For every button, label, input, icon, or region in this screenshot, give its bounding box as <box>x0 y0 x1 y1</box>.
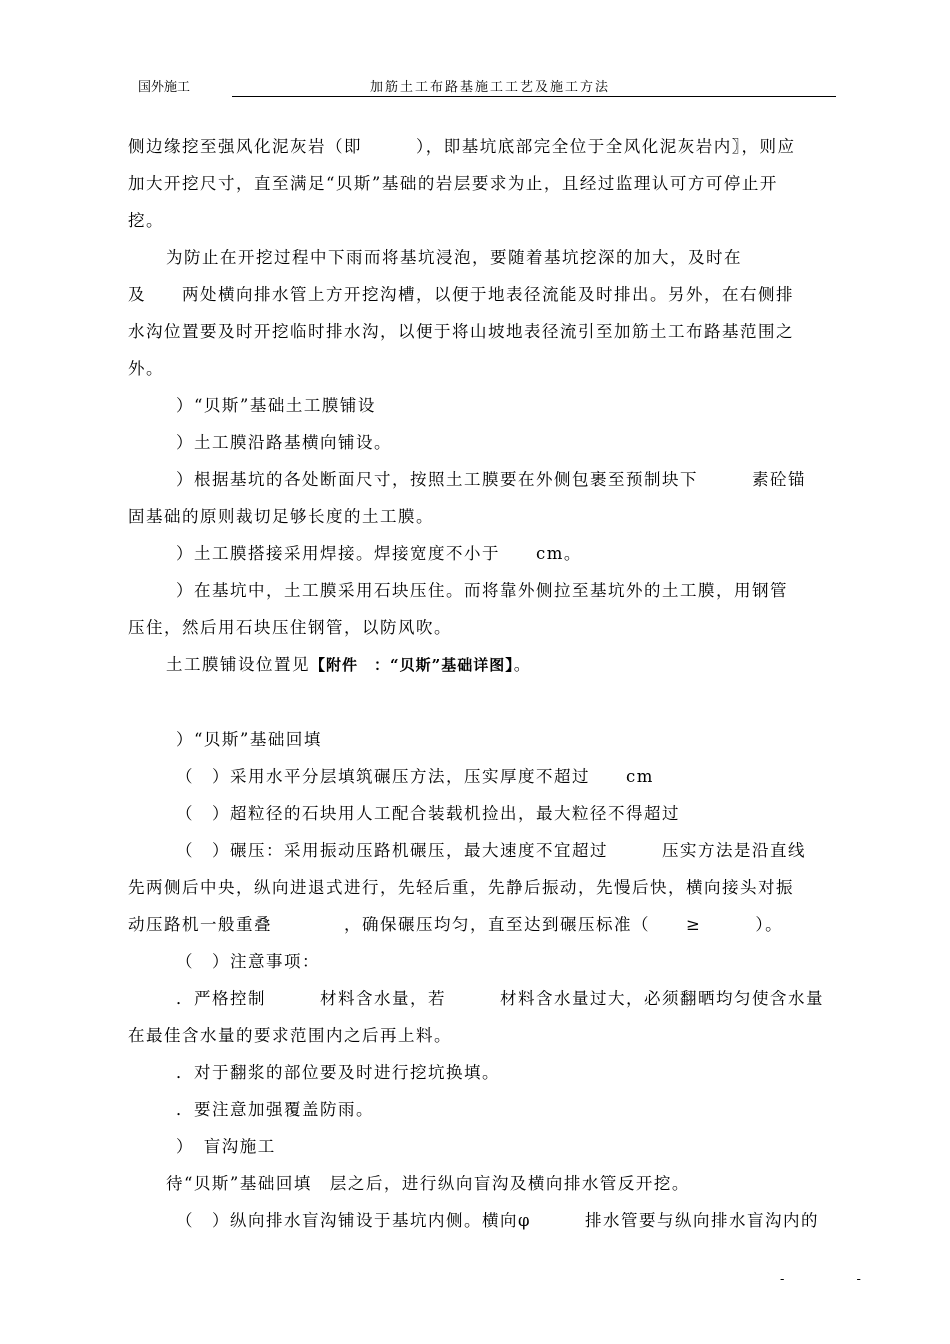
text-line: ）“贝斯”基础土工膜铺设 <box>176 396 376 415</box>
text-line: ） 盲沟施工 <box>176 1137 276 1156</box>
text-line: ．严格控制 材料含水量，若 材料含水量过大，必须翻晒均匀使含水量 <box>176 989 824 1008</box>
document-body <box>128 128 834 1239</box>
text-line: ．要注意加强覆盖防雨。 <box>176 1100 374 1119</box>
text-line: 固基础的原则裁切足够长度的土工膜。 <box>128 507 434 526</box>
text-line: （ ）采用水平分层填筑碾压方法，压实厚度不超过 cm <box>176 767 654 786</box>
text-line: ）土工膜搭接采用焊接。焊接宽度不小于 cm。 <box>176 544 582 563</box>
page-footer: - - <box>780 1272 895 1287</box>
text-line: ）根据基坑的各处断面尺寸，按照土工膜要在外侧包裹至预制块下 素砼锚 <box>176 470 806 489</box>
text-line: 先两侧后中央，纵向进退式进行，先轻后重，先静后振动，先慢后快，横向接头对振 <box>128 878 794 897</box>
text-line: 动压路机一般重叠 ，确保碾压均匀，直至达到碾压标准（ ≥ ）。 <box>128 915 784 934</box>
text-line: 为防止在开挖过程中下雨而将基坑浸泡，要随着基坑挖深的加大，及时在 <box>166 248 742 267</box>
text-line: ）在基坑中，土工膜采用石块压住。而将靠外侧拉至基坑外的土工膜，用钢管 <box>176 581 788 600</box>
text-line: 及 两处横向排水管上方开挖沟槽，以便于地表径流能及时排出。另外，在右侧排 <box>128 285 794 304</box>
text-line: 水沟位置要及时开挖临时排水沟，以便于将山坡地表径流引至加筋土工布路基范围之 <box>128 322 794 341</box>
text-line: 待“贝斯”基础回填 层之后，进行纵向盲沟及横向排水管反开挖。 <box>166 1174 690 1193</box>
text-line: （ ）碾压：采用振动压路机碾压，最大速度不宜超过 压实方法是沿直线 <box>176 841 806 860</box>
text-line: 侧边缘挖至强风化泥灰岩（即 ），即基坑底部完全位于全风化泥灰岩内〗，则应 <box>128 137 796 156</box>
text-line: 外。 <box>128 359 164 378</box>
text-line: 加大开挖尺寸，直至满足“贝斯”基础的岩层要求为止，且经过监理认可方可停止开 <box>128 174 778 193</box>
reference-line <box>128 646 834 684</box>
paragraph-block-1 <box>128 128 834 646</box>
header-title: 加筋土工布路基施工工艺及施工方法 <box>370 80 611 95</box>
reference-suffix: 。 <box>513 655 532 674</box>
header-rule <box>232 96 836 97</box>
text-line: （ ）超粒径的石块用人工配合装载机捡出，最大粒径不得超过 <box>176 804 680 823</box>
text-line: 在最佳含水量的要求范围内之后再上料。 <box>128 1026 452 1045</box>
text-line: ）“贝斯”基础回填 <box>176 730 322 749</box>
reference-prefix: 土工膜铺设位置见 <box>166 655 310 674</box>
text-line: ）土工膜沿路基横向铺设。 <box>176 433 392 452</box>
text-line: （ ）注意事项： <box>176 952 320 971</box>
text-line: 挖。 <box>128 211 164 230</box>
reference-attachment: 【附件 ：“贝斯”基础详图】 <box>310 656 514 674</box>
blank-line <box>128 684 834 721</box>
text-line: ．对于翻浆的部位要及时进行挖坑换填。 <box>176 1063 500 1082</box>
text-line: （ ）纵向排水盲沟铺设于基坑内侧。横向φ 排水管要与纵向排水盲沟内的 <box>176 1211 820 1230</box>
paragraph-block-2 <box>128 721 834 1239</box>
text-line: 压住，然后用石块压住钢管，以防风吹。 <box>128 618 452 637</box>
header-left-label: 国外施工 <box>138 80 191 95</box>
